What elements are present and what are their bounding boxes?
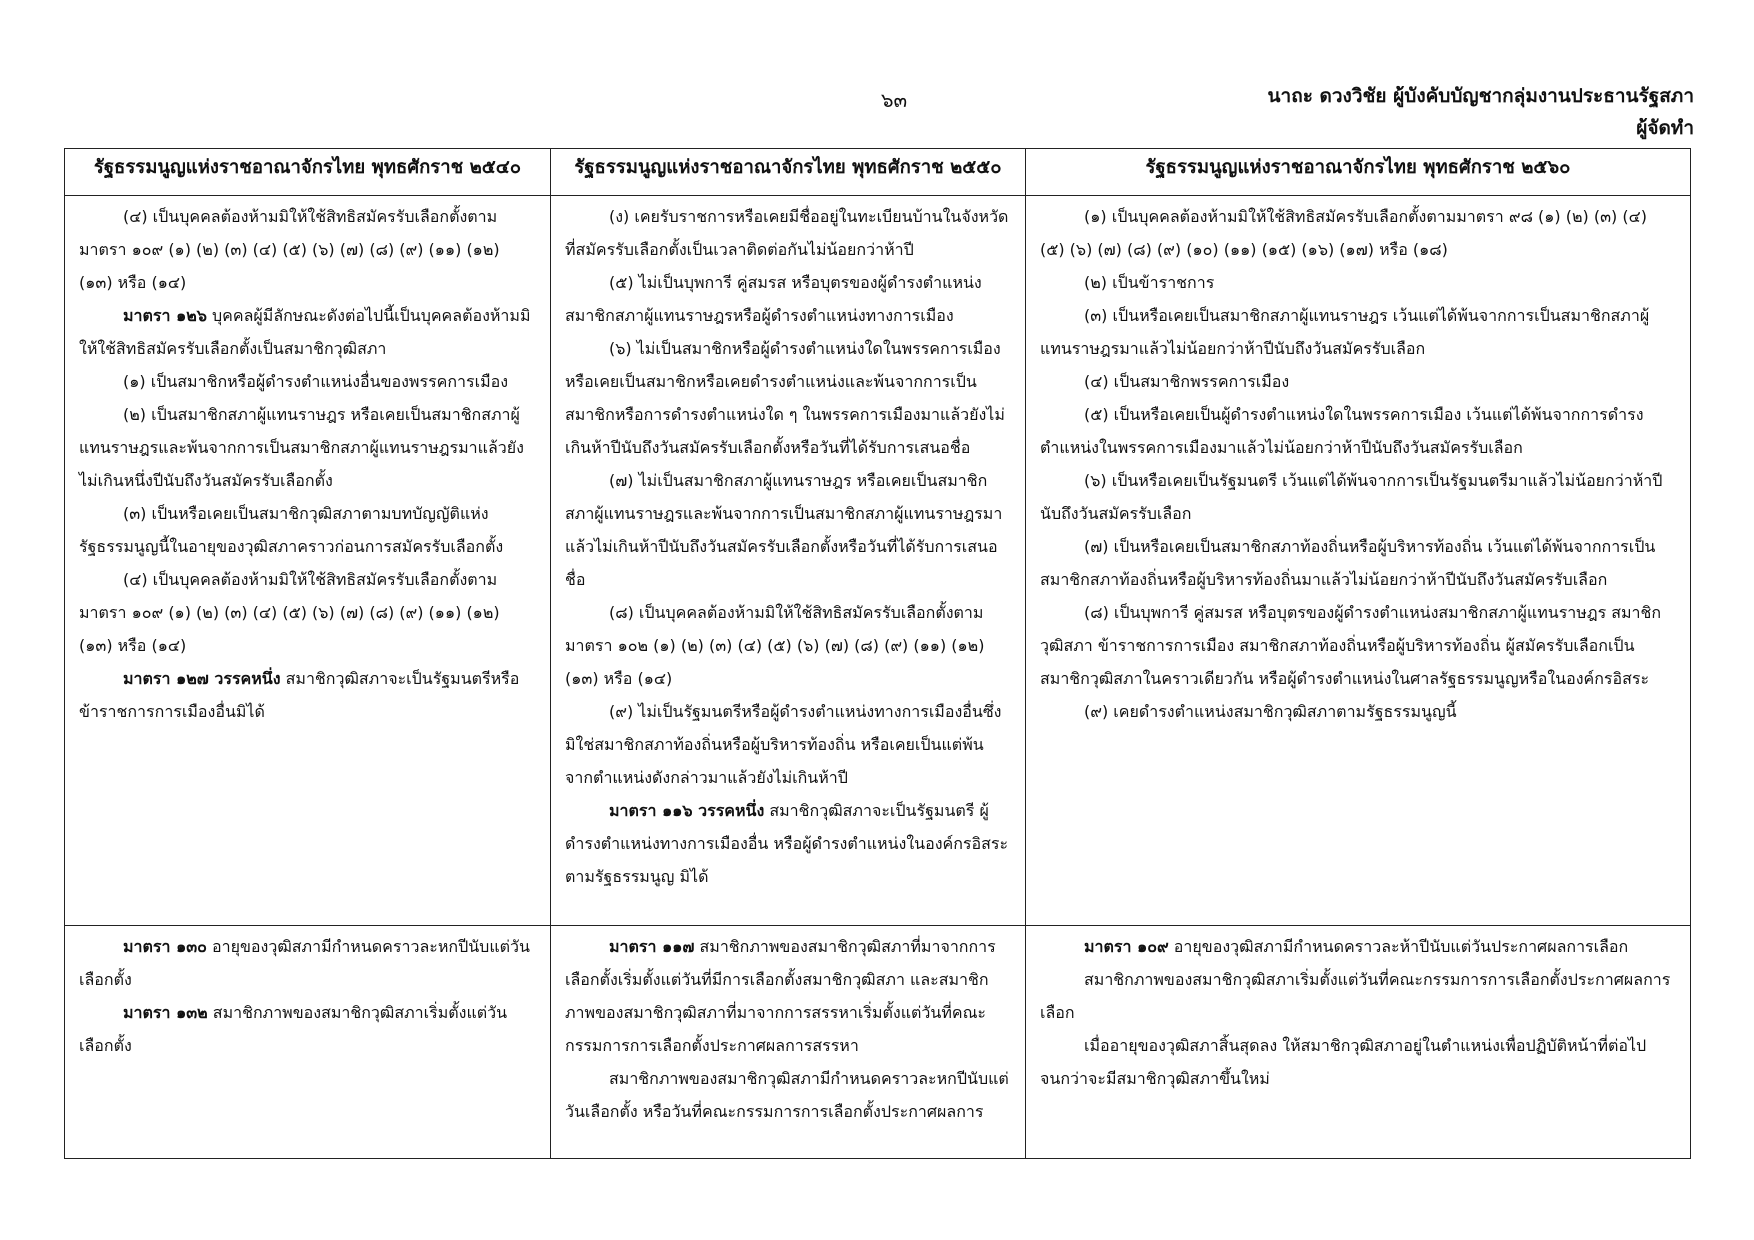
paragraph bbox=[79, 497, 536, 563]
paragraph bbox=[79, 563, 536, 662]
paragraph-text: (๖) ไม่เป็นสมาชิกหรือผู้ดำรงตำแหน่งใดในพรรคการเมือง หรือเคยเป็นสมาชิกหรือเคยดำรงตำแหน่งและพ้นจากการเป็นสมาชิกหรือการดำรงตำแหน่งใด ๆ ในพรรคการเมืองมาแล้วยังไม่เกินห้าปีนับถึงวันสมัครรับเลือกตั้งหรือวันที่ได้รับการเสนอชื่อ bbox=[565, 339, 1005, 457]
paragraph-text: (๙) เคยดำรงตำแหน่งสมาชิกวุฒิสภาตามรัฐธรรมนูญนี้ bbox=[1084, 702, 1457, 721]
paragraph-text: อายุของวุฒิสภามีกำหนดคราวละห้าปีนับแต่วันประกาศผลการเลือก bbox=[1168, 937, 1629, 956]
paragraph-text: (๘) เป็นบุคคลต้องห้ามมิให้ใช้สิทธิสมัครรับเลือกตั้งตามมาตรา ๑๐๒ (๑) (๒) (๓) (๔) (๕) (๖) (๗) (๘) (๙) (๑๑) (๑๒) (๑๓) หรือ (๑๔) bbox=[565, 603, 985, 688]
paragraph bbox=[1040, 464, 1676, 530]
paragraph bbox=[565, 200, 1011, 266]
paragraph-text: (๔) เป็นบุคคลต้องห้ามมิให้ใช้สิทธิสมัครรับเลือกตั้งตามมาตรา ๑๐๙ (๑) (๒) (๓) (๔) (๕) (๖) (๗) (๘) (๙) (๑๑) (๑๒) (๑๓) หรือ (๑๔) bbox=[79, 570, 500, 655]
paragraph-text: (๑) เป็นสมาชิกหรือผู้ดำรงตำแหน่งอื่นของพรรคการเมือง bbox=[123, 372, 509, 391]
paragraph-text: (๔) เป็นบุคคลต้องห้ามมิให้ใช้สิทธิสมัครรับเลือกตั้งตามมาตรา ๑๐๙ (๑) (๒) (๓) (๔) (๕) (๖) (๗) (๘) (๙) (๑๑) (๑๒) (๑๓) หรือ (๑๔) bbox=[79, 207, 500, 292]
table-cell bbox=[551, 196, 1026, 926]
paragraph bbox=[565, 596, 1011, 695]
table-row bbox=[65, 926, 1691, 1159]
paragraph bbox=[1040, 266, 1676, 299]
paragraph-text: (๖) เป็นหรือเคยเป็นรัฐมนตรี เว้นแต่ได้พ้นจากการเป็นรัฐมนตรีมาแล้วไม่น้อยกว่าห้าปีนับถึงวันสมัครรับเลือก bbox=[1040, 471, 1663, 523]
paragraph bbox=[565, 930, 1011, 1062]
paragraph bbox=[1040, 596, 1676, 695]
paragraph bbox=[1040, 299, 1676, 365]
paragraph-text: บุคคลผู้มีลักษณะดังต่อไปนี้เป็นบุคคลต้องห้ามมิให้ใช้สิทธิสมัครรับเลือกตั้งเป็นสมาชิกวุฒิสภา bbox=[79, 306, 531, 358]
paragraph-text: (๕) เป็นหรือเคยเป็นผู้ดำรงตำแหน่งใดในพรรคการเมือง เว้นแต่ได้พ้นจากการดำรงตำแหน่งในพรรคการเมืองมาแล้วไม่น้อยกว่าห้าปีนับถึงวันสมัครรับเลือก bbox=[1040, 405, 1644, 457]
paragraph bbox=[79, 398, 536, 497]
document-header bbox=[1268, 80, 1694, 144]
paragraph-text: (๘) เป็นบุพการี คู่สมรส หรือบุตรของผู้ดำรงตำแหน่งสมาชิกสภาผู้แทนราษฎร สมาชิกวุฒิสภา ข้าราชการการเมือง สมาชิกสภาท้องถิ่นหรือผู้บริหารท้องถิ่น ผู้สมัครรับเลือกเป็นสมาชิกวุฒิสภาในคราวเดียวกัน หรือผู้ดำรงตำแหน่งในศาลรัฐธรรมนูญหรือในองค์กรอิสระ bbox=[1040, 603, 1662, 688]
page-number: ๖๓ bbox=[880, 88, 908, 112]
paragraph bbox=[565, 1062, 1011, 1128]
paragraph bbox=[79, 299, 536, 365]
paragraph-text: เมื่ออายุของวุฒิสภาสิ้นสุดลง ให้สมาชิกวุฒิสภาอยู่ในตำแหน่งเพื่อปฏิบัติหน้าที่ต่อไปจนกว่าจะมีสมาชิกวุฒิสภาขึ้นใหม่ bbox=[1040, 1036, 1647, 1088]
paragraph bbox=[79, 200, 536, 299]
paragraph-text: (๕) ไม่เป็นบุพการี คู่สมรส หรือบุตรของผู้ดำรงตำแหน่งสมาชิกสภาผู้แทนราษฎรหรือผู้ดำรงตำแหน่งทางการเมือง bbox=[565, 273, 982, 325]
table-cell bbox=[65, 196, 551, 926]
table-cell bbox=[551, 926, 1026, 1159]
paragraph bbox=[1040, 1029, 1676, 1095]
paragraph bbox=[565, 464, 1011, 596]
paragraph-text: (๗) ไม่เป็นสมาชิกสภาผู้แทนราษฎร หรือเคยเป็นสมาชิกสภาผู้แทนราษฎรและพ้นจากการเป็นสมาชิกสภาผู้แทนราษฎรมาแล้วไม่เกินห้าปีนับถึงวันสมัครรับเลือกตั้งหรือวันที่ได้รับการเสนอชื่อ bbox=[565, 471, 1003, 589]
paragraph-text: (๒) เป็นข้าราชการ bbox=[1084, 273, 1215, 292]
table-row bbox=[65, 196, 1691, 926]
paragraph-text: (๒) เป็นสมาชิกสภาผู้แทนราษฎร หรือเคยเป็นสมาชิกสภาผู้แทนราษฎรและพ้นจากการเป็นสมาชิกสภาผู้แทนราษฎรมาแล้วยังไม่เกินหนึ่งปีนับถึงวันสมัครรับเลือกตั้ง bbox=[79, 405, 524, 490]
section-number: มาตรา ๑๑๖ วรรคหนึ่ง bbox=[609, 801, 765, 820]
header-row bbox=[65, 149, 1691, 196]
author-line: นาถะ ดวงวิชัย ผู้บังคับบัญชากลุ่มงานประธานรัฐสภา bbox=[1267, 85, 1694, 107]
paragraph-text: สมาชิกภาพของสมาชิกวุฒิสภาเริ่มตั้งแต่วันที่คณะกรรมการการเลือกตั้งประกาศผลการเลือก bbox=[1040, 970, 1671, 1022]
paragraph bbox=[79, 996, 536, 1062]
paragraph-text: (๗) เป็นหรือเคยเป็นสมาชิกสภาท้องถิ่นหรือผู้บริหารท้องถิ่น เว้นแต่ได้พ้นจากการเป็นสมาชิกสภาท้องถิ่นหรือผู้บริหารท้องถิ่นมาแล้วไม่น้อยกว่าห้าปีนับถึงวันสมัครรับเลือก bbox=[1040, 537, 1656, 589]
paragraph-text: อายุของวุฒิสภามีกำหนดคราวละหกปีนับแต่วันเลือกตั้ง bbox=[79, 937, 530, 989]
paragraph-text: (๙) ไม่เป็นรัฐมนตรีหรือผู้ดำรงตำแหน่งทางการเมืองอื่นซึ่งมิใช่สมาชิกสภาท้องถิ่นหรือผู้บริหารท้องถิ่น หรือเคยเป็นแต่พ้นจากตำแหน่งดังกล่าวมาแล้วยังไม่เกินห้าปี bbox=[565, 702, 1002, 787]
section-number: มาตรา ๑๒๖ bbox=[123, 306, 207, 325]
role-line: ผู้จัดทำ bbox=[1636, 117, 1694, 139]
section-number: มาตรา ๑๓๒ bbox=[123, 1003, 208, 1022]
paragraph-text: (๔) เป็นสมาชิกพรรคการเมือง bbox=[1084, 372, 1290, 391]
paragraph bbox=[1040, 930, 1676, 963]
section-number: มาตรา ๑๓๐ bbox=[123, 937, 207, 956]
paragraph bbox=[565, 266, 1011, 332]
table-cell bbox=[1026, 196, 1691, 926]
paragraph-text: สมาชิกภาพของสมาชิกวุฒิสภาที่มาจากการเลือกตั้งเริ่มตั้งแต่วันที่มีการเลือกตั้งสมาชิกวุฒิสภา และสมาชิกภาพของสมาชิกวุฒิสภาที่มาจากการสรรหาเริ่มตั้งแต่วันที่คณะกรรมการการเลือกตั้งประกาศผลการสรรหา bbox=[565, 937, 996, 1055]
paragraph bbox=[565, 695, 1011, 794]
paragraph-text: (๓) เป็นหรือเคยเป็นสมาชิกวุฒิสภาตามบทบัญญัติแห่งรัฐธรรมนูญนี้ในอายุของวุฒิสภาคราวก่อนการสมัครรับเลือกตั้ง bbox=[79, 504, 504, 556]
table-cell bbox=[65, 926, 551, 1159]
table-cell bbox=[1026, 926, 1691, 1159]
comparison-table bbox=[64, 148, 1691, 1159]
paragraph bbox=[565, 332, 1011, 464]
paragraph bbox=[1040, 365, 1676, 398]
section-number: มาตรา ๑๑๗ bbox=[609, 937, 695, 956]
paragraph-text: สมาชิกวุฒิสภาจะเป็นรัฐมนตรี ผู้ดำรงตำแหน่งทางการเมืองอื่น หรือผู้ดำรงตำแหน่งในองค์กรอิสระตามรัฐธรรมนูญ มิได้ bbox=[565, 801, 1009, 886]
column-header-2560: รัฐธรรมนูญแห่งราชอาณาจักรไทย พุทธศักราช ๒๕๖๐ bbox=[1026, 149, 1691, 196]
paragraph-text: (๓) เป็นหรือเคยเป็นสมาชิกสภาผู้แทนราษฎร เว้นแต่ได้พ้นจากการเป็นสมาชิกสภาผู้แทนราษฎรมาแล้วไม่น้อยกว่าห้าปีนับถึงวันสมัครรับเลือก bbox=[1040, 306, 1650, 358]
paragraph bbox=[1040, 200, 1676, 266]
column-header-2540: รัฐธรรมนูญแห่งราชอาณาจักรไทย พุทธศักราช ๒๕๔๐ bbox=[65, 149, 551, 196]
paragraph bbox=[1040, 695, 1676, 728]
paragraph-text: (ง) เคยรับราชการหรือเคยมีชื่ออยู่ในทะเบียนบ้านในจังหวัดที่สมัครรับเลือกตั้งเป็นเวลาติดต่อกันไม่น้อยกว่าห้าปี bbox=[565, 207, 1009, 259]
section-number: มาตรา ๑๐๙ bbox=[1084, 937, 1169, 956]
paragraph bbox=[1040, 963, 1676, 1029]
paragraph-text: สมาชิกภาพของสมาชิกวุฒิสภาเริ่มตั้งแต่วันเลือกตั้ง bbox=[79, 1003, 508, 1055]
paragraph bbox=[79, 662, 536, 728]
paragraph bbox=[1040, 398, 1676, 464]
paragraph bbox=[565, 794, 1011, 893]
column-header-2550: รัฐธรรมนูญแห่งราชอาณาจักรไทย พุทธศักราช ๒๕๕๐ bbox=[551, 149, 1026, 196]
paragraph-text: สมาชิกภาพของสมาชิกวุฒิสภามีกำหนดคราวละหกปีนับแต่วันเลือกตั้ง หรือวันที่คณะกรรมการการเลือกตั้งประกาศผลการ bbox=[565, 1069, 1009, 1121]
paragraph bbox=[1040, 530, 1676, 596]
paragraph bbox=[79, 365, 536, 398]
section-number: มาตรา ๑๒๗ วรรคหนึ่ง bbox=[123, 669, 281, 688]
paragraph-text: สมาชิกวุฒิสภาจะเป็นรัฐมนตรีหรือข้าราชการการเมืองอื่นมิได้ bbox=[79, 669, 520, 721]
paragraph bbox=[79, 930, 536, 996]
paragraph-text: (๑) เป็นบุคคลต้องห้ามมิให้ใช้สิทธิสมัครรับเลือกตั้งตามมาตรา ๙๘ (๑) (๒) (๓) (๔) (๕) (๖) (๗) (๘) (๙) (๑๐) (๑๑) (๑๕) (๑๖) (๑๗) หรือ (๑๘) bbox=[1040, 207, 1647, 259]
